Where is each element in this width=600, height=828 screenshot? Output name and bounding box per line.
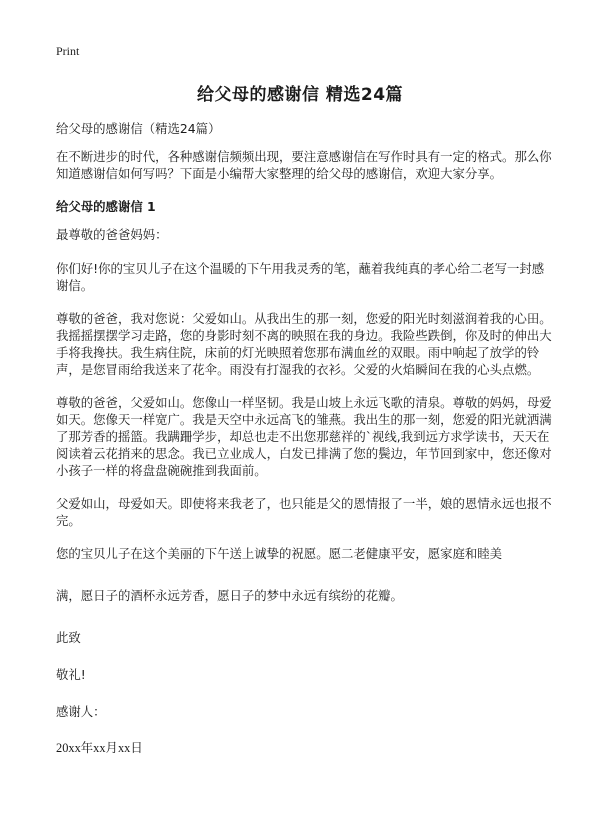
salute-text: 敬礼! xyxy=(56,667,86,682)
letter-paragraph: 尊敬的爸爸，我对您说：父爱如山。从我出生的那一刻，您爱的阳光时刻滋润着我的心田。我摇摇摆摆学习走路，您的身影时刻不离的映照在我的身边。我险些跌倒，你及时的伸出大手将我搀扶。我生病住院，床前的灯光映照着您那布满血丝的双眼。雨中响起了放学的铃声，是您冒雨给我送来了花伞。雨没有打湿我的衣衫。父爱的火焰瞬间在我的心头点燃。 xyxy=(56,311,552,377)
signature-label: 感谢人： xyxy=(56,704,106,719)
print-label: Print xyxy=(56,44,80,58)
closing-text: 此致 xyxy=(56,630,81,645)
letter-date: 20xx年xx月xx日 xyxy=(56,741,143,755)
letter-paragraph: 父爱如山，母爱如天。即使将来我老了，也只能是父的恩情报了一半，娘的恩情永远也报不完。 xyxy=(56,496,552,528)
section-heading: 给父母的感谢信 1 xyxy=(56,199,156,214)
letter-paragraph: 尊敬的爸爸，父爱如山。您像山一样坚韧。我是山坡上永远飞歌的清泉。尊敬的妈妈，母爱如天。您像天一样宽广。我是天空中永远高飞的雏燕。我出生的那一刻，您爱的阳光就洒满了那芳香的摇篮。我蹒跚学步，却总也走不出您那慈祥的`视线,我到远方求学读书，天天在阅读着云花捎来的思念。我已立业成人，白发已排满了您的鬓边，年节回到家中，您还像对小孩子一样的将盘盘碗碗推到我面前。 xyxy=(56,395,552,478)
page-title: 给父母的感谢信 精选24篇 xyxy=(196,85,404,105)
wish-line: 您的宝贝儿子在这个美丽的下午送上诚挚的祝愿。愿二老健康平安，愿家庭和睦美 xyxy=(56,546,503,561)
wish-line: 满，愿日子的酒杯永远芳香，愿日子的梦中永远有缤纷的花瓣。 xyxy=(56,588,403,603)
document-subtitle: 给父母的感谢信（精选24篇） xyxy=(56,121,221,136)
intro-paragraph: 在不断进步的时代，各种感谢信频频出现，要注意感谢信在写作时具有一定的格式。那么你知道感谢信如何写吗？下面是小编帮大家整理的给父母的感谢信，欢迎大家分享。 xyxy=(56,149,552,181)
letter-body xyxy=(56,120,552,757)
letter-greeting: 最尊敬的爸爸妈妈： xyxy=(56,227,168,242)
letter-paragraph: 你们好!你的宝贝儿子在这个温暖的下午用我灵秀的笔，蘸着我纯真的孝心给二老写一封感谢信。 xyxy=(56,261,545,293)
